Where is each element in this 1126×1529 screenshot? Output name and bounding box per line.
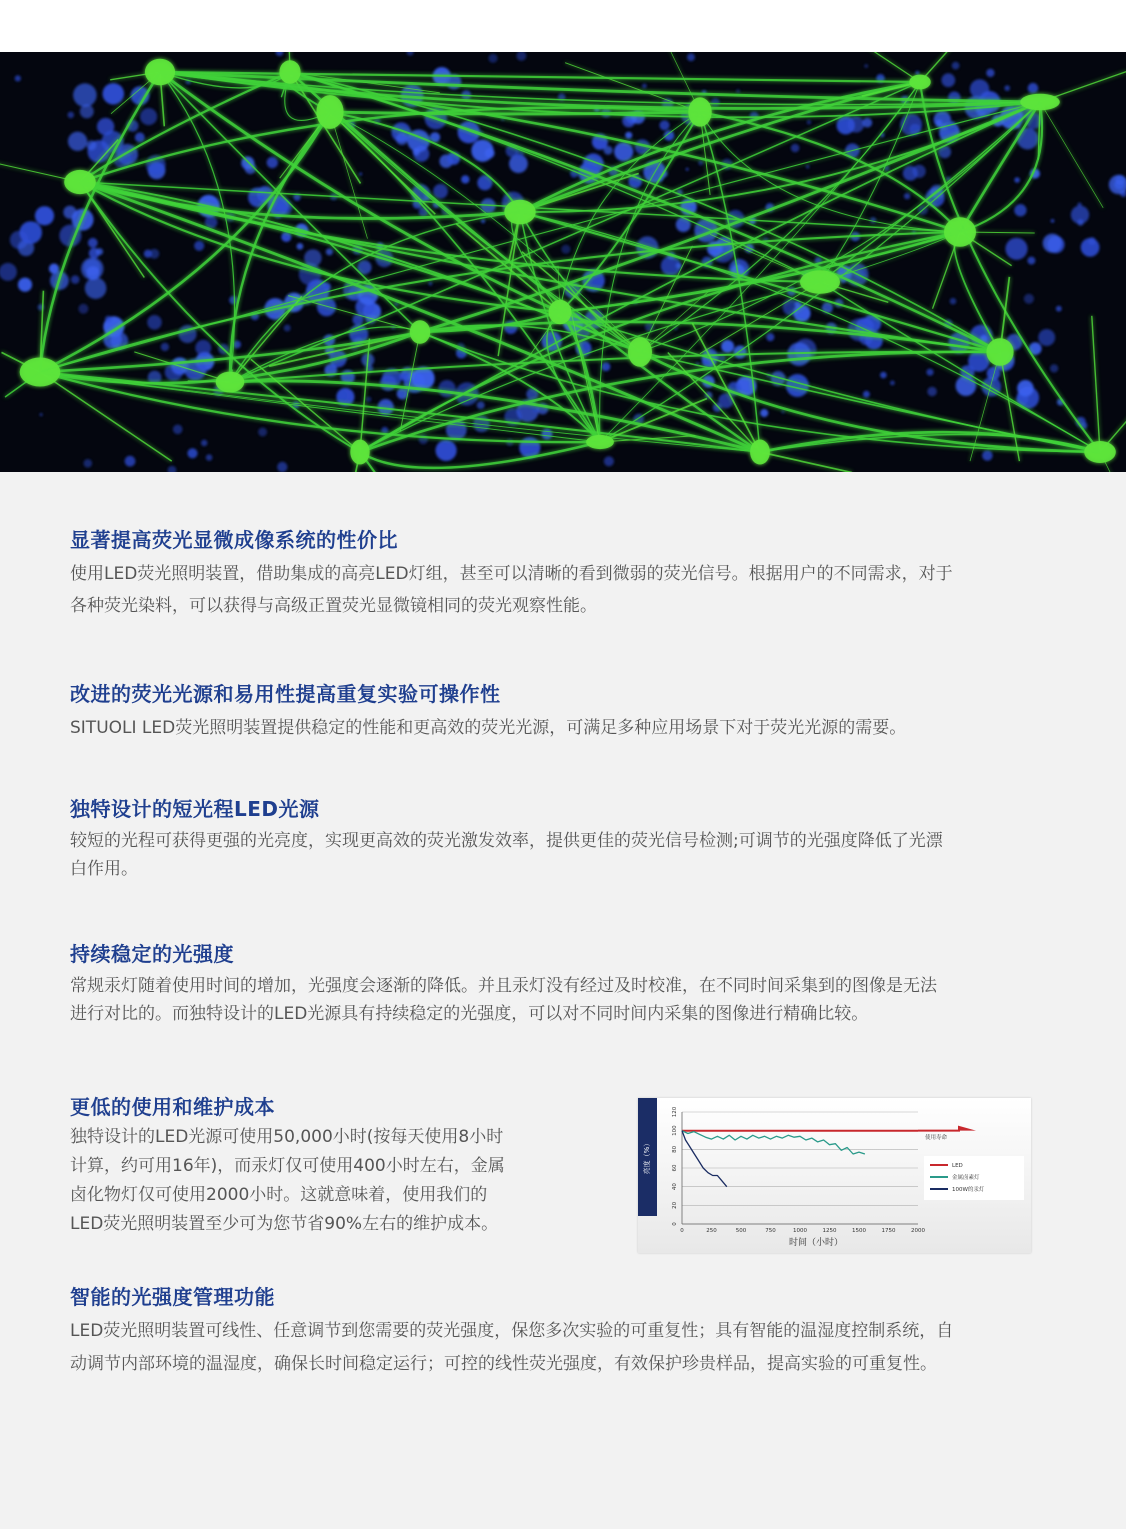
section-heading: 智能的光强度管理功能 [70, 1285, 275, 1309]
section-intensity-management [70, 1283, 1060, 1381]
series-line [682, 1131, 865, 1154]
nucleus-dot [284, 325, 291, 332]
nucleus-dot [968, 350, 990, 372]
nucleus-dot [676, 217, 691, 232]
nucleus-dot [488, 54, 497, 63]
neuron-cell-picture [0, 52, 1126, 472]
nucleus-dot [1014, 204, 1026, 216]
cell-body [145, 59, 175, 85]
x-tick-label: 1250 [822, 1228, 837, 1234]
nucleus-dot [941, 73, 955, 87]
cell-body [628, 337, 652, 367]
nucleus-dot [461, 175, 469, 183]
nucleus-dot [194, 241, 204, 251]
nucleus-dot [533, 408, 537, 412]
nucleus-dot [125, 456, 136, 467]
nucleus-dot [676, 263, 682, 269]
body-line: 使用LED荧光照明装置，借助集成的高亮LED灯组，甚至可以清晰的看到微弱的荧光信号。根据用户的不同需求，对于 [70, 564, 953, 584]
nucleus-dot [68, 112, 75, 119]
section-body [70, 1315, 1060, 1381]
body-line: 常规汞灯随着使用时间的增加，光强度会逐渐的降低。并且汞灯没有经过及时校准，在不同时间采集到的图像是无法 [70, 976, 937, 996]
nucleus-dot [201, 440, 208, 447]
nucleus-dot [659, 120, 669, 130]
nucleus-dot [807, 120, 812, 125]
nucleus-dot [686, 168, 689, 171]
nucleus-dot [63, 206, 76, 219]
nucleus-dot [144, 250, 152, 258]
nucleus-dot [986, 69, 994, 77]
nucleus-dot [485, 148, 495, 158]
cell-body [350, 440, 369, 465]
nucleus-dot [85, 277, 107, 299]
nucleus-dot [258, 428, 267, 437]
nucleus-dot [791, 144, 800, 153]
x-axis-label: 时间（小时） [788, 1238, 844, 1248]
section-heading: 改进的荧光光源和易用性提高重复实验可操作性 [70, 682, 501, 706]
nucleus-dot [18, 278, 32, 292]
y-tick-label: 120 [672, 1106, 678, 1118]
nucleus-dot [561, 245, 570, 254]
section-body [70, 558, 1060, 622]
section-short-light-path [70, 795, 1060, 883]
x-tick-labels [680, 1228, 925, 1234]
x-tick-label: 1750 [881, 1228, 896, 1234]
nucleus-dot [1088, 237, 1096, 245]
nucleus-dot [433, 184, 448, 199]
nucleus-dot [698, 160, 703, 165]
nucleus-dot [948, 92, 961, 105]
nucleus-dot [366, 397, 372, 403]
nucleus-dot [161, 343, 169, 351]
nucleus-dot [326, 248, 333, 255]
body-line: 计算，约可用16年)，而汞灯仅可使用400小时左右，金属 [70, 1156, 505, 1176]
legend-label: 100W的汞灯 [952, 1187, 985, 1193]
x-tick-label: 1500 [852, 1228, 866, 1234]
nucleus-dot [707, 241, 723, 257]
cell-body [20, 358, 61, 387]
nucleus-dot [870, 217, 876, 223]
nucleus-dot [105, 316, 112, 323]
nucleus-dot [396, 133, 408, 145]
cell-body [944, 217, 976, 246]
body-line: 进行对比的。而独特设计的LED光源具有持续稳定的光强度，可以对不同时间内采集的图像进行精确比较。 [70, 1004, 869, 1024]
nucleus-dot [864, 64, 868, 68]
nucleus-dot [711, 98, 720, 107]
nucleus-dot [793, 305, 810, 322]
nucleus-dot [140, 108, 157, 125]
body-line: 独特设计的LED光源可使用50,000小时(按每天使用8小时 [70, 1127, 504, 1147]
nucleus-dot [837, 116, 855, 134]
arrow-head [958, 1126, 976, 1136]
nucleus-dot [411, 367, 434, 390]
nucleus-dot [15, 75, 21, 81]
cell-body [986, 338, 1013, 366]
nucleus-dot [982, 450, 993, 461]
nucleus-dot [1050, 364, 1058, 372]
nucleus-dot [863, 391, 870, 398]
nucleus-dot [604, 456, 614, 466]
nucleus-dot [687, 53, 695, 61]
cell-body [800, 270, 840, 294]
y-tick-label: 80 [672, 1145, 678, 1153]
legend-label: 金属卤素灯 [952, 1175, 980, 1181]
nucleus-dot [904, 193, 910, 199]
section-improved-light-source [70, 680, 1060, 744]
section-heading: 更低的使用和维护成本 [70, 1095, 275, 1119]
cell-body [586, 435, 614, 449]
nucleus-dot [642, 84, 647, 89]
x-tick-label: 750 [765, 1228, 776, 1234]
cell-body [549, 300, 572, 324]
section-heading: 显著提高荧光显微成像系统的性价比 [70, 528, 398, 552]
nucleus-dot [86, 266, 99, 279]
nucleus-dot [78, 304, 88, 314]
cell-body [1020, 94, 1060, 111]
nucleus-dot [165, 363, 183, 381]
nucleus-dot [206, 454, 213, 461]
section-heading: 持续稳定的光强度 [70, 942, 234, 966]
nucleus-dot [927, 387, 937, 397]
nucleus-dot [736, 89, 740, 93]
nucleus-dot [281, 232, 291, 242]
nucleus-dot [40, 413, 43, 416]
chart-grid [682, 1112, 918, 1224]
nucleus-dot [915, 71, 919, 75]
nucleus-dot [1014, 177, 1020, 183]
nucleus-dot [135, 132, 145, 142]
nucleus-dot [277, 462, 287, 472]
nucleus-dot [529, 451, 534, 456]
section-body [70, 1123, 560, 1239]
nucleus-dot [1027, 257, 1035, 265]
nucleus-dot [880, 372, 887, 379]
x-tick-label: 250 [706, 1228, 717, 1234]
body-line: 卤化物灯仅可使用2000小时。这就意味着，使用我们的 [70, 1185, 488, 1205]
section-body [70, 972, 1060, 1028]
nucleus-dot [337, 391, 347, 401]
nucleus-dot [781, 410, 785, 414]
nucleus-dot [241, 156, 254, 169]
nucleus-dot [625, 132, 632, 139]
nucleus-dot [477, 401, 485, 409]
nucleus-dot [86, 140, 96, 150]
nucleus-dot [950, 298, 957, 305]
x-tick-label: 500 [735, 1228, 747, 1234]
nucleus-dot [436, 440, 457, 461]
body-line: 白作用。 [70, 859, 138, 879]
nucleus-dot [601, 362, 610, 371]
cell-body [216, 372, 245, 393]
nucleus-dot [1077, 203, 1081, 207]
nucleus-dot [912, 165, 925, 178]
cell-body [64, 170, 96, 194]
nucleus-dot [71, 275, 80, 284]
body-line: 各种荧光染料，可以获得与高级正置荧光显微镜相同的荧光观察性能。 [70, 596, 597, 616]
body-line: 较短的光程可获得更强的光亮度，实现更高效的荧光激发效率，提供更佳的荧光信号检测;可调节的光强度降低了光漂 [70, 831, 943, 851]
nucleus-dot [604, 146, 613, 155]
section-lower-cost [70, 1093, 560, 1239]
nucleus-dot [766, 333, 774, 341]
nucleus-dot [359, 173, 362, 176]
nucleus-dot [96, 248, 103, 255]
nucleus-dot [1005, 238, 1027, 260]
nucleus-dot [862, 118, 872, 128]
x-tick-label: 2000 [911, 1228, 925, 1234]
nucleus-dot [73, 83, 97, 107]
nucleus-dot [1051, 219, 1055, 223]
nucleus-dot [926, 369, 933, 376]
body-line: LED荧光照明装置至少可为您节省90%左右的维护成本。 [70, 1214, 499, 1234]
y-tick-label: 20 [672, 1201, 678, 1209]
nucleus-dot [429, 282, 433, 286]
top-white-band [0, 0, 1126, 52]
body-line: LED荧光照明装置可线性、任意调节到您需要的荧光强度，保您多次实验的可重复性；具有智能的温湿度控制系统，自 [70, 1321, 954, 1341]
nucleus-dot [982, 377, 1002, 397]
nucleus-dot [806, 165, 809, 168]
x-tick-label: 0 [680, 1228, 684, 1234]
nucleus-dot [229, 296, 237, 304]
section-heading: 独特设计的短光程LED光源 [70, 797, 320, 821]
y-tick-label: 0 [672, 1222, 678, 1226]
nucleus-dot [1017, 380, 1034, 397]
nucleus-dot [1056, 306, 1062, 312]
cell-body [688, 97, 711, 126]
nucleus-dot [1071, 206, 1089, 224]
nucleus-dot [399, 371, 409, 381]
nucleus-dot [1028, 83, 1039, 94]
cell-body [750, 440, 770, 465]
x-tick-label: 1000 [793, 1228, 807, 1234]
cell-body [279, 60, 300, 84]
section-body [70, 827, 1060, 883]
nucleus-dot [430, 132, 440, 142]
fluorescence-microscopy-image [0, 52, 1126, 472]
nucleus-dot [438, 380, 455, 397]
series-line [682, 1131, 727, 1187]
nucleus-dot [952, 62, 960, 70]
nucleus-dot [187, 448, 197, 458]
nucleus-dot [267, 157, 278, 168]
nucleus-dot [49, 264, 59, 274]
section-cost-performance [70, 526, 1060, 622]
nucleus-dot [1004, 85, 1010, 91]
nucleus-dot [103, 83, 125, 105]
lifetime-brightness-chart [638, 1098, 1031, 1253]
cell-body [909, 75, 930, 90]
nucleus-dot [1017, 128, 1039, 150]
section-stable-intensity [70, 940, 1060, 1028]
chart-svg [638, 1098, 1031, 1253]
cell-body [504, 200, 535, 225]
y-tick-label: 60 [672, 1164, 678, 1172]
nucleus-dot [956, 375, 977, 396]
nucleus-dot [35, 206, 54, 225]
nucleus-dot [68, 132, 87, 151]
nucleus-dot [481, 219, 485, 223]
nucleus-dot [760, 409, 768, 417]
nucleus-dot [147, 315, 162, 330]
nucleus-dot [19, 221, 42, 244]
nucleus-dot [173, 425, 183, 435]
nucleus-dot [84, 459, 93, 468]
nucleus-dot [1043, 234, 1062, 253]
chart-legend [924, 1156, 1024, 1200]
nucleus-dot [88, 238, 98, 248]
nucleus-dot [397, 388, 408, 399]
cell-body [316, 95, 343, 129]
nucleus-dot [542, 429, 553, 440]
nucleus-dot [297, 243, 304, 250]
nucleus-dot [614, 142, 633, 161]
body-line: SITUOLI LED荧光照明装置提供稳定的性能和更高效的荧光光源，可满足多种应用场景下对于荧光光源的需要。 [70, 718, 907, 738]
y-tick-label: 40 [672, 1183, 678, 1191]
lifetime-annotation: 使用寿命 [925, 1135, 948, 1141]
cell-body [410, 320, 430, 344]
nucleus-dot [890, 381, 895, 386]
y-axis-label: 亮度（%） [643, 1139, 651, 1175]
legend-label: LED [952, 1163, 963, 1169]
body-line: 动调节内部环境的温湿度，确保长时间稳定运行；可控的线性荧光强度，有效保护珍贵样品，提高实验的可重复性。 [70, 1354, 937, 1374]
y-tick-labels [672, 1106, 678, 1225]
nucleus-dot [721, 340, 734, 353]
nucleus-dot [195, 340, 211, 356]
cell-body [1084, 441, 1116, 463]
nucleus-dot [1024, 294, 1034, 304]
y-tick-label: 100 [672, 1125, 678, 1136]
section-body [70, 712, 1060, 744]
nucleus-dot [1038, 329, 1055, 346]
